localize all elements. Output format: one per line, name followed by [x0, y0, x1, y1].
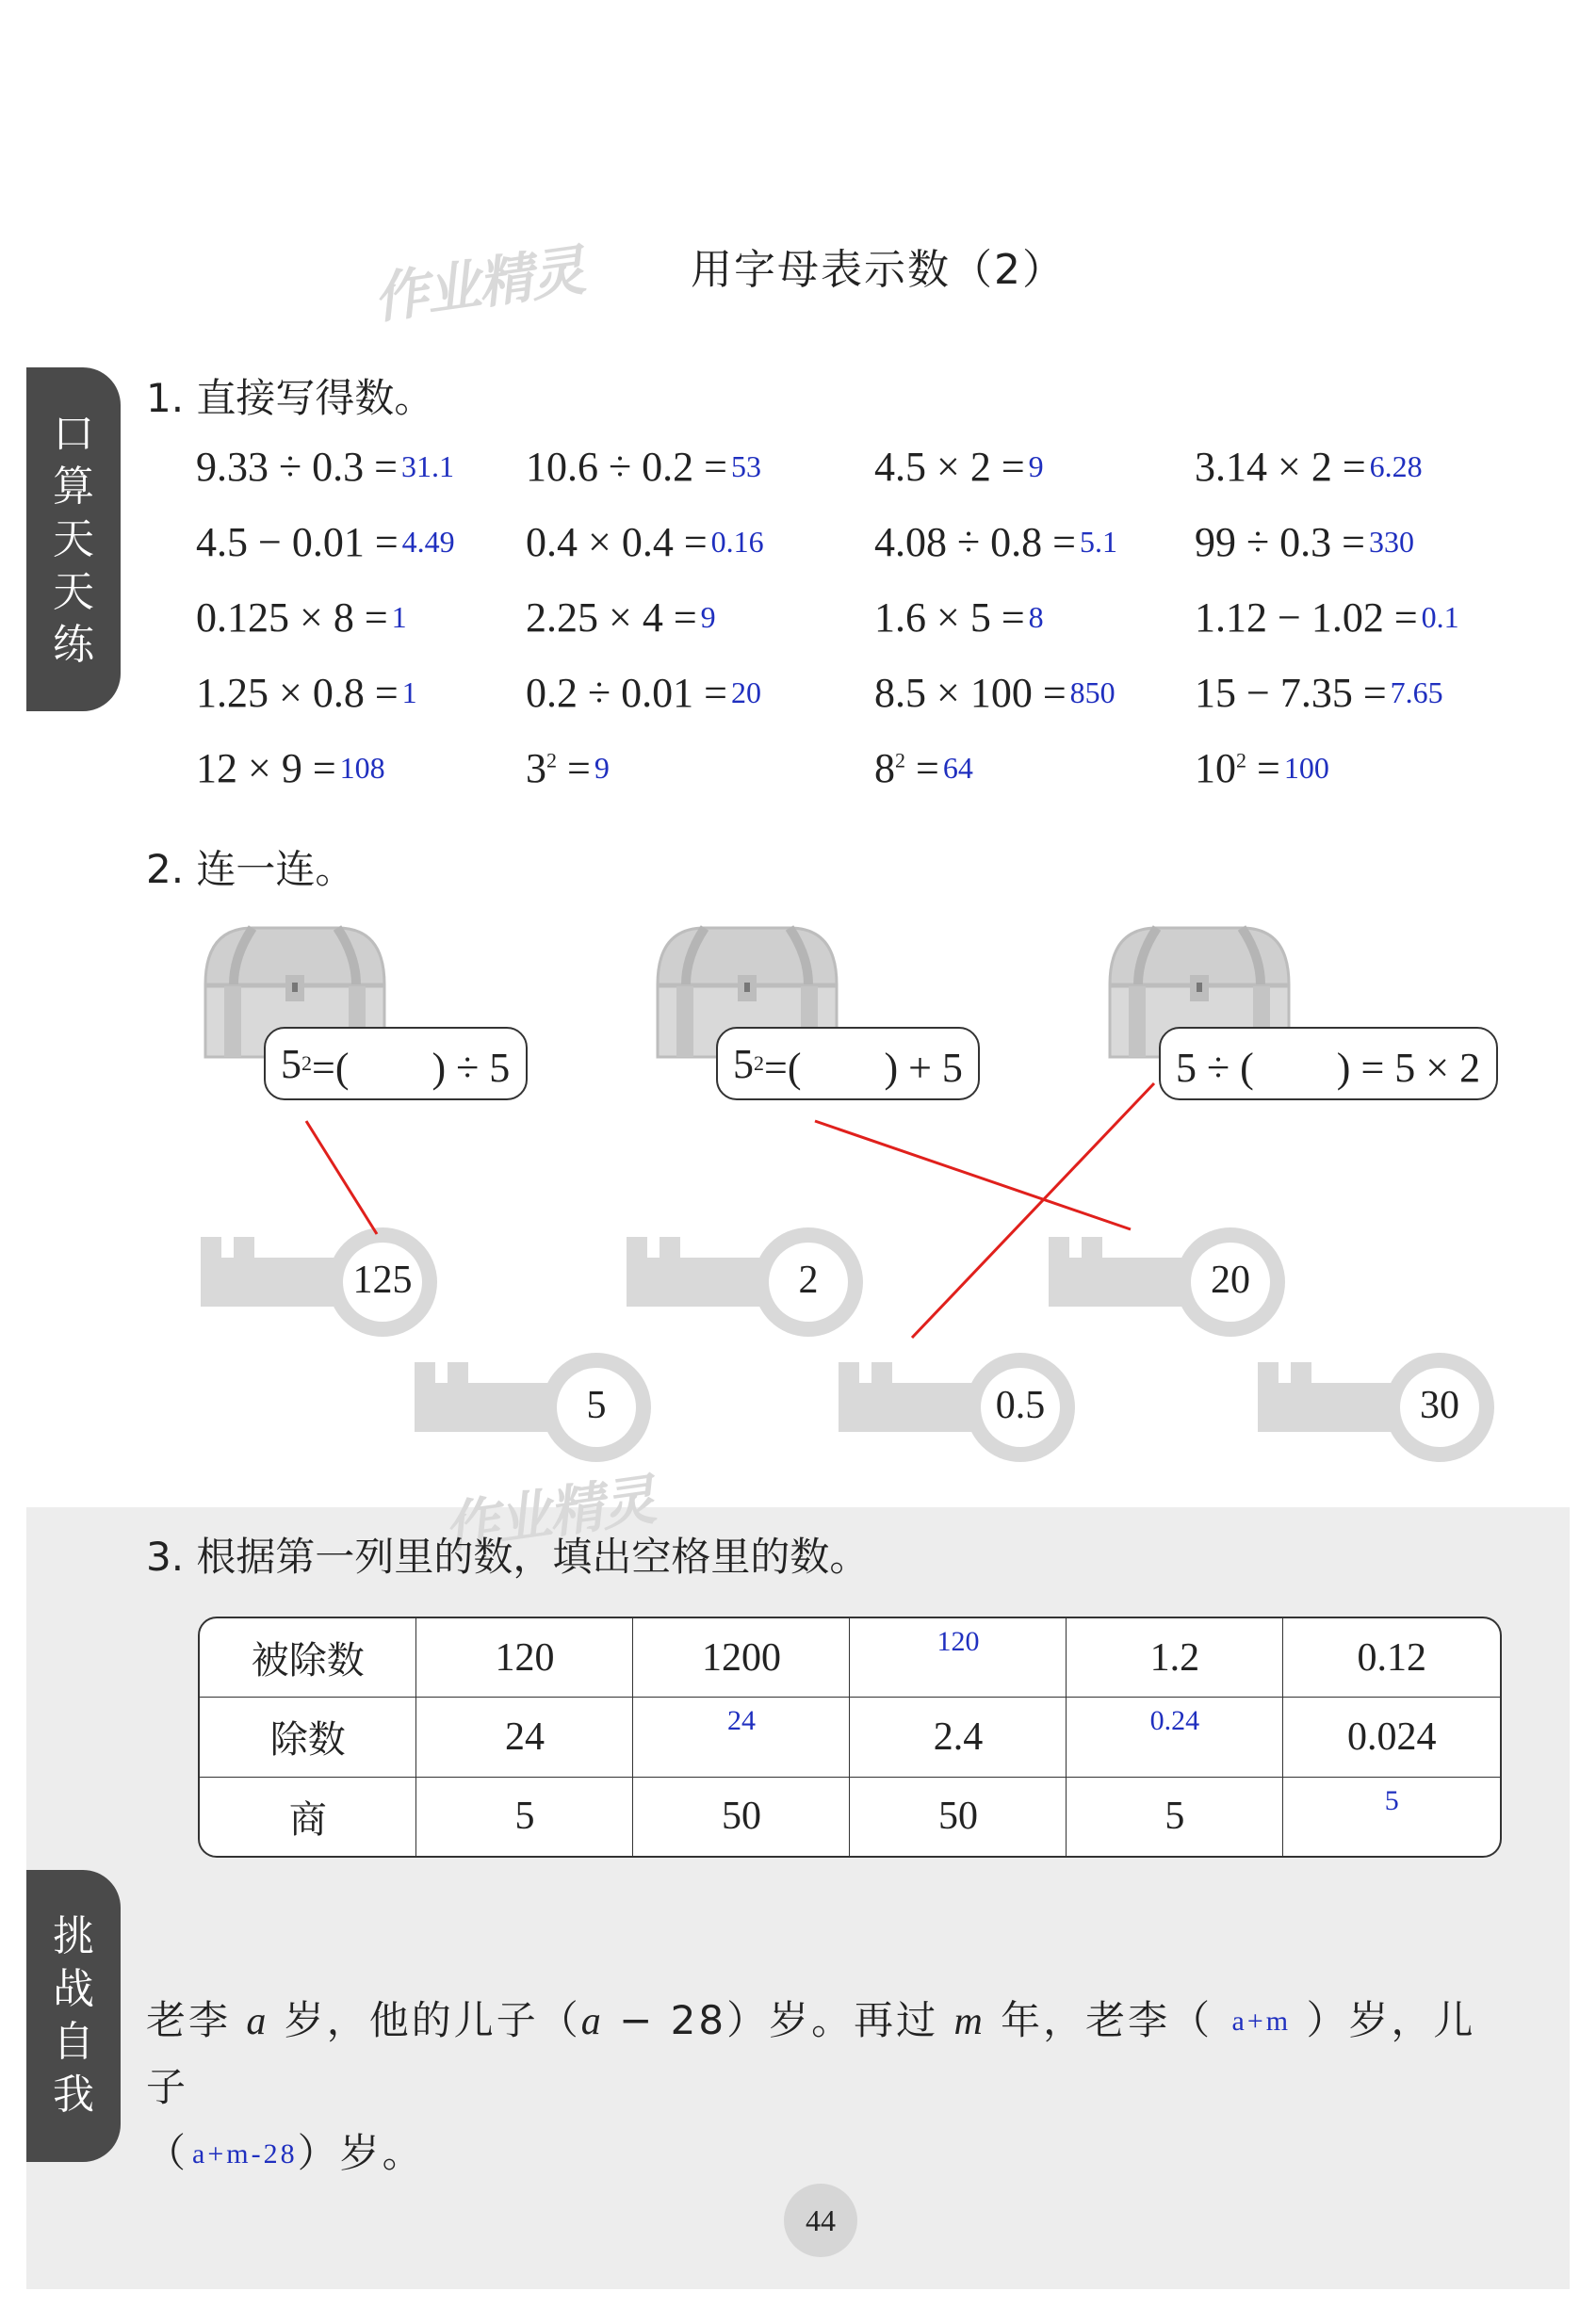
- q2-heading: 2. 连一连。: [146, 846, 355, 892]
- chest-equation: 5 2 =( ) + 5: [716, 1027, 980, 1100]
- q1-answer: 1: [401, 675, 417, 709]
- q1-answer: 53: [730, 449, 761, 483]
- q1-answer: 9: [1028, 449, 1044, 483]
- challenge-text: 年，老李（: [1001, 1997, 1213, 2043]
- q1-answer: 6.28: [1369, 449, 1423, 483]
- q1-item: $8^2 = 64$: [874, 745, 973, 791]
- watermark: 作业精灵: [440, 1467, 659, 1561]
- challenge-text: 老李: [146, 1997, 232, 2043]
- challenge-text: ）岁。: [297, 2130, 425, 2176]
- q1-expression: =: [557, 745, 591, 791]
- table-row-label: 商: [200, 1777, 416, 1856]
- key-value: 2: [798, 1259, 819, 1302]
- table-answer-cell: 5: [1283, 1777, 1500, 1856]
- q1-answer: 850: [1069, 675, 1116, 709]
- chest-equation: 5 ÷ ( ) = 5 × 2: [1159, 1027, 1498, 1100]
- key-value: 125: [352, 1259, 413, 1302]
- challenge-text: ）岁，儿子: [146, 1997, 1476, 2110]
- q1-expression: 4.5 − 0.01 =: [196, 519, 399, 565]
- match-line: [306, 1121, 377, 1234]
- challenge-text: − 28）岁。再过: [603, 1997, 939, 2043]
- q1-expression: =: [1246, 745, 1280, 791]
- answer-age-li: a+m: [1231, 2006, 1292, 2037]
- q1-answer: 330: [1368, 525, 1414, 559]
- table-cell: 50: [850, 1777, 1067, 1856]
- watermark: 作业精灵: [369, 237, 588, 332]
- q1-answer: 100: [1283, 751, 1329, 785]
- table-row-label: 被除数: [200, 1618, 416, 1698]
- table-row: [200, 1698, 1500, 1777]
- tab-char: 自: [53, 2018, 94, 2066]
- q1-answer: 7.65: [1390, 675, 1443, 709]
- table-answer-cell: 120: [850, 1618, 1067, 1698]
- q1-answer: 0.1: [1421, 600, 1459, 634]
- tab-char: 练: [53, 620, 94, 669]
- table-row: [200, 1618, 1500, 1698]
- table-answer-cell: 0.24: [1067, 1698, 1283, 1777]
- q1-answer: 20: [730, 675, 761, 709]
- q1-expression: 1.25 × 0.8 =: [196, 670, 399, 716]
- table-row-label: 除数: [200, 1698, 416, 1777]
- q1-expression: 3.14 × 2 =: [1195, 444, 1366, 490]
- page-title: 用字母表示数（2）: [691, 246, 1066, 294]
- q1-answer: 8: [1028, 600, 1044, 634]
- key-value: 30: [1420, 1384, 1459, 1427]
- q3-heading: 3. 根据第一列里的数，填出空格里的数。: [146, 1534, 870, 1580]
- q1-answer: 5.1: [1079, 525, 1117, 559]
- chest-equation: 5 2 =( ) ÷ 5: [264, 1027, 528, 1100]
- q1-answer: 4.49: [401, 525, 455, 559]
- page-number: 44: [784, 2184, 857, 2257]
- q1-answer: 64: [942, 751, 973, 785]
- tab-char: 我: [53, 2071, 94, 2119]
- q1-expression: 0.125 × 8 =: [196, 594, 388, 641]
- challenge-text: （: [146, 2130, 189, 2176]
- table-cell: 50: [633, 1777, 850, 1856]
- table-cell: 24: [416, 1698, 633, 1777]
- key-value: 5: [586, 1384, 607, 1427]
- q1-expression: 10.6 ÷ 0.2 =: [526, 444, 727, 490]
- tab-char: 挑: [53, 1912, 94, 1960]
- answer-age-son: a+m-28: [192, 2138, 298, 2170]
- tab-char: 天: [53, 567, 94, 616]
- tab-char: 口: [53, 409, 94, 458]
- tab-char: 战: [53, 1965, 94, 2013]
- q1-expression: 2.25 × 4 =: [526, 594, 697, 641]
- division-table: [198, 1617, 1502, 1858]
- variable-m: m: [953, 2000, 985, 2043]
- q1-answer: 108: [339, 751, 385, 785]
- q1-expression: 1.6 × 5 =: [874, 594, 1025, 641]
- q1-expression: 4.08 ÷ 0.8 =: [874, 519, 1076, 565]
- q1-answer: 0.16: [710, 525, 764, 559]
- match-line: [815, 1121, 1131, 1229]
- table-cell: 5: [416, 1777, 633, 1856]
- q1-item: $3^2 = 9$: [526, 745, 610, 791]
- tab-char: 天: [53, 514, 94, 563]
- q1-expression: 0.4 × 0.4 =: [526, 519, 708, 565]
- q1-heading: 1. 直接写得数。: [146, 375, 434, 421]
- q1-expression: 8.5 × 100 =: [874, 670, 1067, 716]
- table-row: [200, 1777, 1500, 1856]
- table-cell: 0.024: [1283, 1698, 1500, 1777]
- q1-expression: 9.33 ÷ 0.3 =: [196, 444, 398, 490]
- q1-expression: 4.5 × 2 =: [874, 444, 1025, 490]
- q1-expression: 99 ÷ 0.3 =: [1195, 519, 1365, 565]
- table-cell: 1.2: [1067, 1618, 1283, 1698]
- table-cell: 2.4: [850, 1698, 1067, 1777]
- q1-answer: 9: [594, 751, 610, 785]
- variable-a: a: [580, 2000, 604, 2043]
- key-value: 0.5: [995, 1384, 1046, 1427]
- challenge-question: [146, 1988, 1512, 2187]
- q1-expression: 12 × 9 =: [196, 745, 336, 791]
- table-cell: 1200: [633, 1618, 850, 1698]
- q1-expression: 1.12 − 1.02 =: [1195, 594, 1418, 641]
- q1-answer: 1: [391, 600, 407, 634]
- challenge-text: 岁，他的儿子（: [284, 1997, 581, 2043]
- q1-answer: 9: [700, 600, 716, 634]
- variable-a: a: [246, 2000, 269, 2043]
- q1-expression: =: [905, 745, 939, 791]
- key-value: 20: [1211, 1259, 1250, 1302]
- table-cell: 5: [1067, 1777, 1283, 1856]
- table-cell: 0.12: [1283, 1618, 1500, 1698]
- tab-char: 算: [53, 462, 94, 511]
- q1-item: $10^2 = 100$: [1195, 745, 1329, 791]
- q1-answer: 31.1: [400, 449, 454, 483]
- match-line: [912, 1083, 1154, 1338]
- table-answer-cell: 24: [633, 1698, 850, 1777]
- side-tab-challenge: [26, 1870, 121, 2162]
- q1-expression: 0.2 ÷ 0.01 =: [526, 670, 727, 716]
- q1-expression: 15 − 7.35 =: [1195, 670, 1387, 716]
- table-cell: 120: [416, 1618, 633, 1698]
